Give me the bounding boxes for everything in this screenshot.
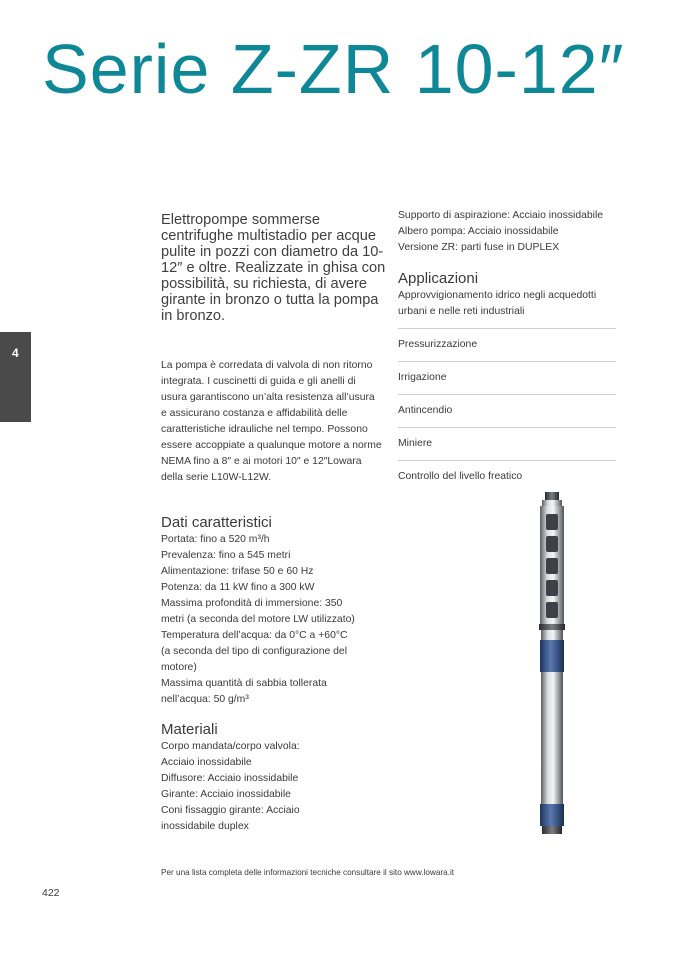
pump-image <box>530 492 574 834</box>
materiali-line: Girante: Acciaio inossidabile <box>161 789 291 800</box>
materiali-line: Albero pompa: Acciaio inossidabile <box>398 226 559 237</box>
lead-paragraph: Elettropompe sommerse centrifughe multistadio per acque pulite in pozzi con diametro da 10-12″ e oltre. Realizzate in ghisa con possibilità, su richiesta, di avere girante in bronzo o tutta la pompa in bronzo. <box>161 212 386 324</box>
dati-line: (a seconda del tipo di configurazione del <box>161 646 348 657</box>
description-paragraph: La pompa è corredata di valvola di non ritorno integrata. I cuscinetti di guida e gli anelli di usura garantiscono un’alta resistenza all’usura e assicurano costanza e affidabilità delle caratteristiche idrauliche nel tempo. Possono essere accoppiate a qualunque motore a norme NEMA fino a 8″ e ai motori 10″ e 12″Lowara della serie L10W-L12W. <box>161 360 382 483</box>
applicazioni-item: Pressurizzazione <box>398 329 616 362</box>
dati-line: Massima quantità di sabbia tollerata <box>161 678 327 689</box>
applicazioni-item: Miniere <box>398 428 616 461</box>
materiali-line: inossidabile duplex <box>161 821 249 832</box>
dati-heading: Dati caratteristici <box>161 514 272 531</box>
dati-line: motore) <box>161 662 197 673</box>
materiali-section <box>161 721 391 835</box>
materiali-line: Supporto di aspirazione: Acciaio inossidabile <box>398 210 604 221</box>
page-title: Serie Z-ZR 10-12″ <box>42 30 625 108</box>
dati-line: nell’acqua: 50 g/m³ <box>161 694 249 705</box>
dati-line: metri (a seconda del motore LW utilizzato) <box>161 614 355 625</box>
materiali-line: Corpo mandata/corpo valvola: <box>161 741 300 752</box>
applicazioni-item: Controllo del livello freatico <box>398 471 523 482</box>
applicazioni-item: Antincendio <box>398 395 616 428</box>
materiali-line: Coni fissaggio girante: Acciaio <box>161 805 300 816</box>
materiali-lines <box>161 739 391 835</box>
dati-line: Prevalenza: fino a 545 metri <box>161 550 291 561</box>
dati-line: Massima profondità di immersione: 350 <box>161 598 343 609</box>
materiali-heading: Materiali <box>161 721 218 738</box>
section-tab <box>0 332 31 422</box>
materiali-line: Versione ZR: parti fuse in DUPLEX <box>398 242 560 253</box>
applicazioni-section <box>398 270 616 493</box>
applicazioni-heading: Applicazioni <box>398 270 479 287</box>
dati-line: Portata: fino a 520 m³/h <box>161 534 270 545</box>
dati-line: Temperatura dell’acqua: da 0°C a +60°C <box>161 630 348 641</box>
dati-lines <box>161 532 391 708</box>
materiali-line: Diffusore: Acciaio inossidabile <box>161 773 299 784</box>
applicazioni-item: Irrigazione <box>398 362 616 395</box>
materiali-continued <box>398 208 620 256</box>
dati-line: Alimentazione: trifase 50 e 60 Hz <box>161 566 314 577</box>
page-number: 422 <box>42 887 60 899</box>
footer-note: Per una lista completa delle informazioni tecniche consultare il sito www.lowara.it <box>161 868 455 877</box>
applicazioni-intro: Approvvigionamento idrico negli acquedotti urbani e nelle reti industriali <box>398 288 616 329</box>
section-tab-number: 4 <box>12 346 19 360</box>
dati-section <box>161 514 391 708</box>
materiali-line: Acciaio inossidabile <box>161 757 252 768</box>
dati-line: Potenza: da 11 kW fino a 300 kW <box>161 582 315 593</box>
